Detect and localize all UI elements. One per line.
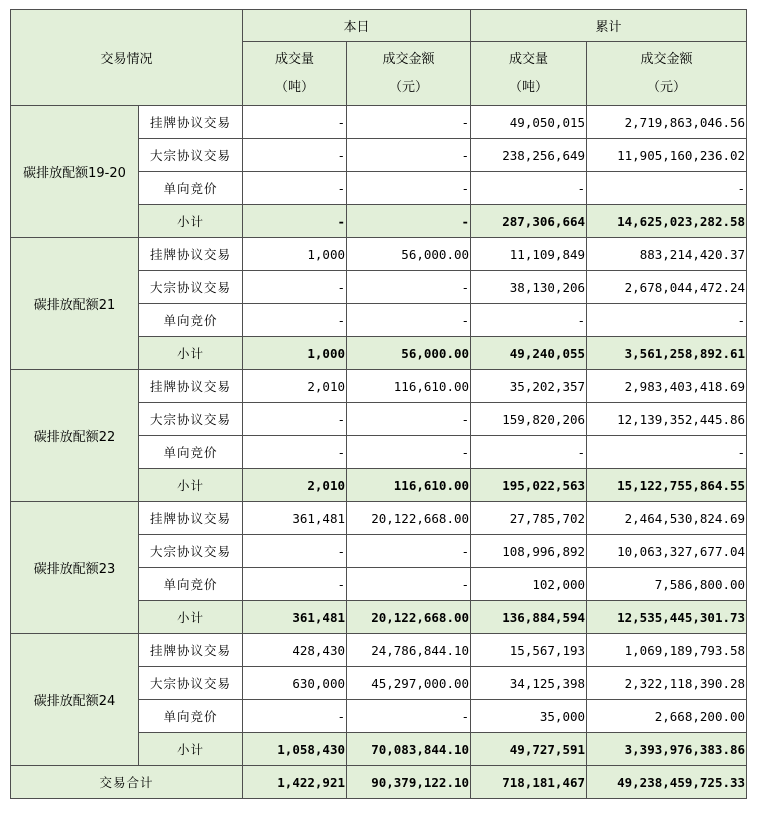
- cumulative-amount-cell: 12,535,445,301.73: [587, 601, 747, 634]
- today-amount-cell: 56,000.00: [347, 337, 471, 370]
- trade-type: 单向竞价: [139, 172, 243, 205]
- today-amount-cell: -: [347, 271, 471, 304]
- cumulative-amount-cell: 2,719,863,046.56: [587, 106, 747, 139]
- cumulative-amount-cell: 2,983,403,418.69: [587, 370, 747, 403]
- cumulative-volume-cell: 34,125,398: [471, 667, 587, 700]
- today-volume-cell: 1,058,430: [243, 733, 347, 766]
- today-amount-cell: 45,297,000.00: [347, 667, 471, 700]
- today-volume-cell: -: [243, 172, 347, 205]
- cumulative-volume-cell: -: [471, 172, 587, 205]
- cumulative-volume-cell: 11,109,849: [471, 238, 587, 271]
- total-row: [11, 766, 747, 799]
- today-amount-header: [347, 42, 471, 106]
- today-amount-cell: 20,122,668.00: [347, 502, 471, 535]
- cumulative-amount-cell: 7,586,800.00: [587, 568, 747, 601]
- subtotal-label: 小计: [139, 337, 243, 370]
- today-amount-cell: -: [347, 304, 471, 337]
- trade-type: 大宗协议交易: [139, 139, 243, 172]
- cumulative-amount-cell: 15,122,755,864.55: [587, 469, 747, 502]
- amount-label: 成交金额: [382, 51, 435, 67]
- cumulative-volume-cell: 136,884,594: [471, 601, 587, 634]
- quota-group-name: 碳排放配额21: [11, 238, 139, 370]
- trade-type: 挂牌协议交易: [139, 238, 243, 271]
- table-row: [11, 106, 747, 139]
- today-amount-cell: 20,122,668.00: [347, 601, 471, 634]
- subtotal-label: 小计: [139, 601, 243, 634]
- today-volume-cell: -: [243, 436, 347, 469]
- cumulative-amount-cell: 10,063,327,677.04: [587, 535, 747, 568]
- volume-label: 成交量: [509, 51, 549, 67]
- today-amount-cell: 116,610.00: [347, 469, 471, 502]
- total-label: 交易合计: [11, 766, 243, 799]
- cumulative-amount-cell: 2,668,200.00: [587, 700, 747, 733]
- trade-type: 挂牌协议交易: [139, 502, 243, 535]
- cumulative-amount-cell: 2,322,118,390.28: [587, 667, 747, 700]
- cumulative-volume-cell: 287,306,664: [471, 205, 587, 238]
- subtotal-label: 小计: [139, 469, 243, 502]
- cumulative-volume-cell: 102,000: [471, 568, 587, 601]
- cumulative-volume-cell: 27,785,702: [471, 502, 587, 535]
- today-volume-cell: -: [243, 568, 347, 601]
- cumulative-amount-header: [587, 42, 747, 106]
- total-today-volume-cell: 1,422,921: [243, 766, 347, 799]
- today-amount-cell: -: [347, 172, 471, 205]
- transaction-header: 交易情况: [11, 10, 243, 106]
- today-volume-cell: 2,010: [243, 370, 347, 403]
- today-amount-cell: 56,000.00: [347, 238, 471, 271]
- cumulative-amount-cell: 1,069,189,793.58: [587, 634, 747, 667]
- cumulative-volume-cell: 108,996,892: [471, 535, 587, 568]
- cumulative-amount-cell: 11,905,160,236.02: [587, 139, 747, 172]
- today-volume-cell: -: [243, 139, 347, 172]
- trade-type: 单向竞价: [139, 436, 243, 469]
- trade-type: 单向竞价: [139, 568, 243, 601]
- today-volume-header: [243, 42, 347, 106]
- today-volume-cell: -: [243, 271, 347, 304]
- cumulative-volume-cell: 49,050,015: [471, 106, 587, 139]
- today-volume-cell: -: [243, 535, 347, 568]
- today-volume-cell: 361,481: [243, 502, 347, 535]
- total-today-amount-cell: 90,379,122.10: [347, 766, 471, 799]
- cumulative-volume-cell: 35,000: [471, 700, 587, 733]
- today-header: 本日: [243, 10, 471, 42]
- amount-unit: （元）: [389, 79, 429, 95]
- cumulative-amount-cell: 12,139,352,445.86: [587, 403, 747, 436]
- table-row: [11, 634, 747, 667]
- today-volume-cell: -: [243, 700, 347, 733]
- cumulative-amount-cell: -: [587, 304, 747, 337]
- today-volume-cell: 630,000: [243, 667, 347, 700]
- cumulative-volume-cell: -: [471, 304, 587, 337]
- trade-type: 单向竞价: [139, 700, 243, 733]
- total-cumulative-amount-cell: 49,238,459,725.33: [587, 766, 747, 799]
- today-volume-cell: 1,000: [243, 337, 347, 370]
- cumulative-amount-cell: 2,464,530,824.69: [587, 502, 747, 535]
- today-amount-cell: -: [347, 106, 471, 139]
- cumulative-volume-cell: 38,130,206: [471, 271, 587, 304]
- today-amount-cell: -: [347, 568, 471, 601]
- cumulative-amount-cell: 3,561,258,892.61: [587, 337, 747, 370]
- today-volume-cell: 1,000: [243, 238, 347, 271]
- today-amount-cell: -: [347, 139, 471, 172]
- cumulative-volume-cell: 195,022,563: [471, 469, 587, 502]
- cumulative-volume-header: [471, 42, 587, 106]
- today-amount-cell: 24,786,844.10: [347, 634, 471, 667]
- cumulative-amount-cell: -: [587, 172, 747, 205]
- table-body: [11, 106, 747, 799]
- total-cumulative-volume-cell: 718,181,467: [471, 766, 587, 799]
- table-row: [11, 502, 747, 535]
- cumulative-volume-cell: 49,727,591: [471, 733, 587, 766]
- cumulative-amount-cell: 14,625,023,282.58: [587, 205, 747, 238]
- trade-type: 大宗协议交易: [139, 271, 243, 304]
- today-volume-cell: 361,481: [243, 601, 347, 634]
- trade-type: 挂牌协议交易: [139, 634, 243, 667]
- today-volume-cell: 2,010: [243, 469, 347, 502]
- quota-group-name: 碳排放配额19-20: [11, 106, 139, 238]
- today-amount-cell: 70,083,844.10: [347, 733, 471, 766]
- trade-type: 挂牌协议交易: [139, 370, 243, 403]
- today-amount-cell: -: [347, 436, 471, 469]
- trade-type: 大宗协议交易: [139, 667, 243, 700]
- quota-group-name: 碳排放配额23: [11, 502, 139, 634]
- today-amount-cell: -: [347, 700, 471, 733]
- today-amount-cell: -: [347, 205, 471, 238]
- cumulative-volume-cell: -: [471, 436, 587, 469]
- trade-type: 单向竞价: [139, 304, 243, 337]
- subtotal-label: 小计: [139, 733, 243, 766]
- cumulative-volume-cell: 238,256,649: [471, 139, 587, 172]
- cumulative-header: 累计: [471, 10, 747, 42]
- today-volume-cell: -: [243, 304, 347, 337]
- trade-type: 大宗协议交易: [139, 403, 243, 436]
- table-row: [11, 370, 747, 403]
- trade-type: 大宗协议交易: [139, 535, 243, 568]
- today-volume-cell: -: [243, 205, 347, 238]
- cumulative-amount-cell: -: [587, 436, 747, 469]
- cumulative-volume-cell: 159,820,206: [471, 403, 587, 436]
- today-amount-cell: 116,610.00: [347, 370, 471, 403]
- quota-group-name: 碳排放配额24: [11, 634, 139, 766]
- table-row: [11, 238, 747, 271]
- today-amount-cell: -: [347, 403, 471, 436]
- cumulative-amount-cell: 3,393,976,383.86: [587, 733, 747, 766]
- quota-group-name: 碳排放配额22: [11, 370, 139, 502]
- cumulative-volume-cell: 35,202,357: [471, 370, 587, 403]
- subtotal-label: 小计: [139, 205, 243, 238]
- trade-type: 挂牌协议交易: [139, 106, 243, 139]
- volume-label: 成交量: [275, 51, 315, 67]
- today-volume-cell: 428,430: [243, 634, 347, 667]
- cumulative-volume-cell: 49,240,055: [471, 337, 587, 370]
- cumulative-amount-cell: 2,678,044,472.24: [587, 271, 747, 304]
- carbon-trading-table: [10, 9, 747, 799]
- amount-unit: （元）: [647, 79, 687, 95]
- volume-unit: （吨）: [275, 79, 315, 95]
- cumulative-amount-cell: 883,214,420.37: [587, 238, 747, 271]
- cumulative-volume-cell: 15,567,193: [471, 634, 587, 667]
- today-volume-cell: -: [243, 403, 347, 436]
- today-volume-cell: -: [243, 106, 347, 139]
- amount-label: 成交金额: [640, 51, 693, 67]
- today-amount-cell: -: [347, 535, 471, 568]
- volume-unit: （吨）: [509, 79, 549, 95]
